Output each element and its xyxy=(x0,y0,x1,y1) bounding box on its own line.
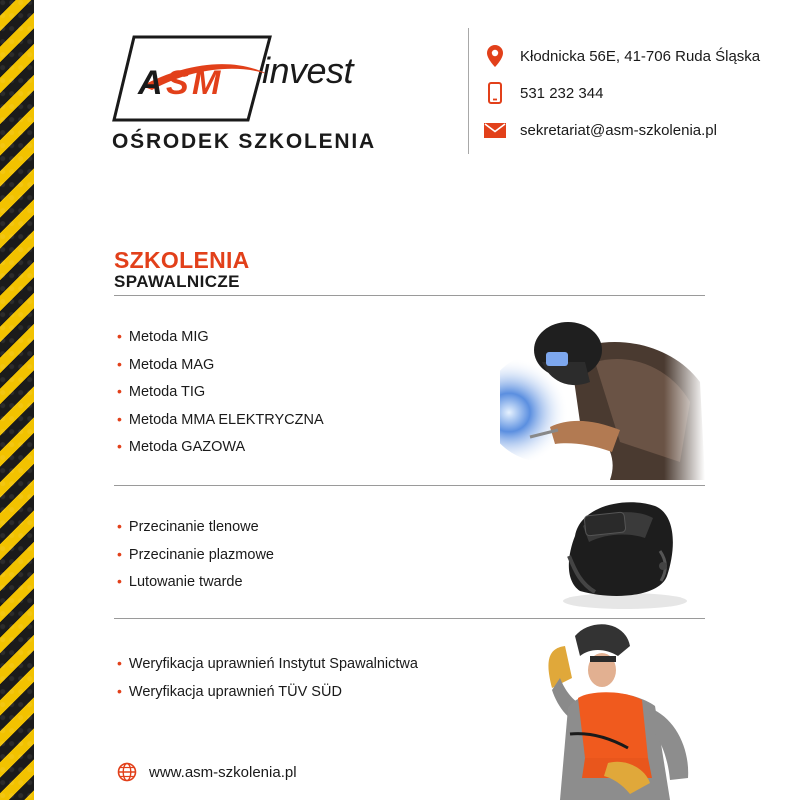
list-item: • Metoda GAZOWA xyxy=(117,438,246,455)
list-item: • Przecinanie plazmowe xyxy=(117,545,274,563)
svg-text:A: A xyxy=(138,64,163,102)
course-list-verification xyxy=(117,653,418,708)
list-item: • Metoda MIG xyxy=(117,328,209,345)
list-item: • Przecinanie tlenowe xyxy=(117,518,259,535)
list-item: • Weryfikacja uprawnień TÜV SÜD xyxy=(117,682,342,700)
divider-line xyxy=(114,295,705,296)
svg-text:S: S xyxy=(166,64,189,102)
globe-icon xyxy=(117,762,137,782)
section-subtitle: SPAWALNICZE xyxy=(114,272,240,291)
contact-phone xyxy=(484,81,784,105)
envelope-icon xyxy=(484,123,506,138)
course-list-welding-methods xyxy=(117,326,324,464)
contact-block xyxy=(484,44,784,155)
welder-portrait-image xyxy=(530,618,700,800)
list-item: • Metoda MAG xyxy=(117,355,215,373)
section-title: SZKOLENIA xyxy=(114,247,250,273)
contact-address xyxy=(484,44,784,68)
svg-text:M: M xyxy=(192,64,221,102)
hazard-stripe-border xyxy=(0,0,34,800)
list-item: • Lutowanie twarde xyxy=(117,573,243,590)
course-list-cutting xyxy=(117,516,274,599)
divider-line xyxy=(114,485,705,486)
list-item: • Weryfikacja uprawnień Instytut Spawalnictwa xyxy=(117,655,418,672)
logo-subtitle: OŚRODEK SZKOLENIA xyxy=(112,130,376,153)
list-item: • Metoda MMA ELEKTRYCZNA xyxy=(117,410,324,428)
header-divider xyxy=(468,28,469,154)
contact-email xyxy=(484,118,784,142)
website-link[interactable] xyxy=(117,762,297,782)
location-pin-icon xyxy=(484,45,506,67)
phone-text[interactable]: 531 232 344 xyxy=(520,84,604,102)
welding-helmet-image xyxy=(555,496,695,611)
section-heading xyxy=(114,248,250,292)
phone-icon xyxy=(484,82,506,104)
email-text[interactable]: sekretariat@asm-szkolenia.pl xyxy=(520,121,717,139)
list-item: • Metoda TIG xyxy=(117,383,206,400)
asm-invest-logo xyxy=(112,34,382,159)
address-text: Kłodnicka 56E, 41-706 Ruda Śląska xyxy=(520,47,761,65)
website-text[interactable]: www.asm-szkolenia.pl xyxy=(149,763,297,781)
welder-at-work-image xyxy=(500,312,705,480)
logo-word-invest: invest xyxy=(262,50,354,91)
